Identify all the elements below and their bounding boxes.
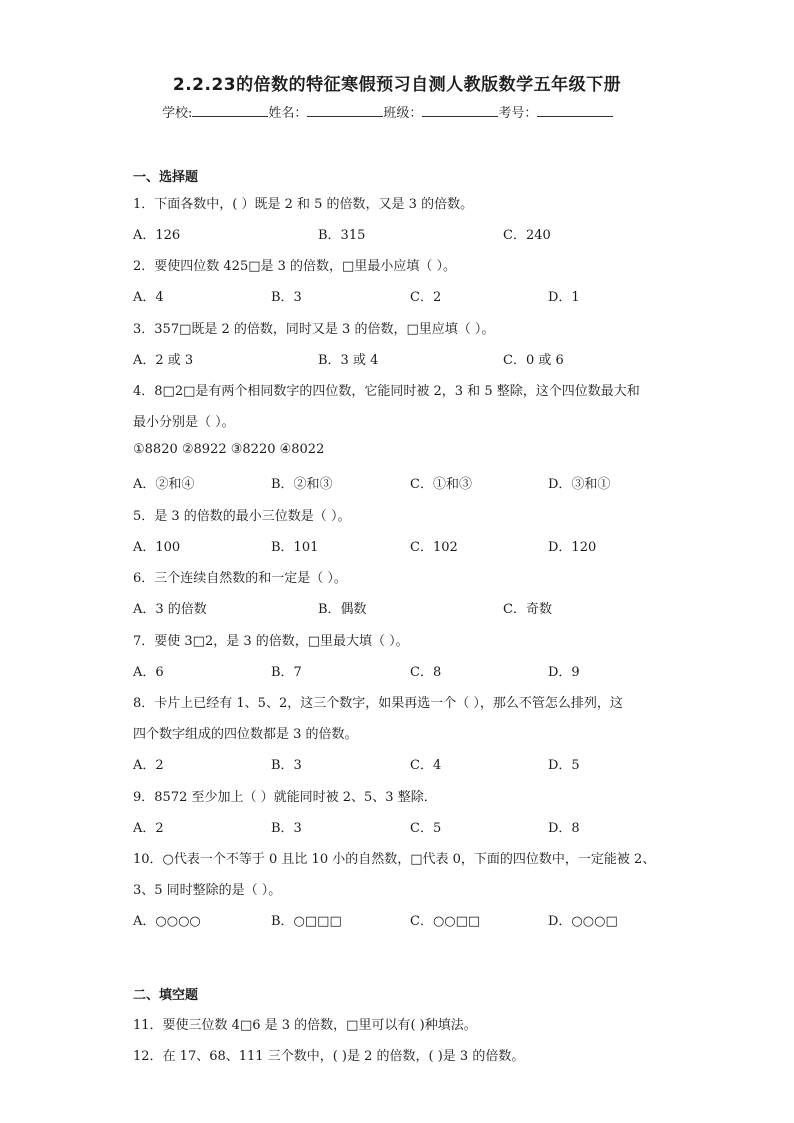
question-1-option-c: C．240 [503, 228, 551, 243]
question-5-option-b: B．101 [271, 540, 319, 555]
question-2-option-b: B．3 [271, 290, 302, 305]
name-label: 姓名： [268, 106, 308, 121]
exam-no-blank [537, 104, 613, 117]
question-2-option-c: C．2 [410, 290, 442, 305]
question-9-option-b: B．3 [271, 821, 302, 836]
question-3-option-a: A．2 或 3 [133, 353, 194, 368]
question-4-option-a: A．②和④ [133, 477, 195, 492]
question-5-option-d: D．120 [548, 540, 597, 555]
school-blank [192, 104, 268, 117]
question-3-option-c: C．0 或 6 [503, 353, 564, 368]
section-heading-choice: 一、选择题 [133, 170, 199, 185]
question-8-option-a: A．2 [133, 758, 164, 773]
question-10-option-a: A．○○○○ [133, 914, 201, 929]
question-10-option-c: C．○○□□ [410, 914, 481, 929]
question-9-option-a: A．2 [133, 821, 164, 836]
name-blank [307, 104, 383, 117]
question-2-option-a: A．4 [133, 290, 164, 305]
question-1-option-b: B．315 [318, 228, 366, 243]
question-5-text: 5．是 3 的倍数的最小三位数是（ ）。 [133, 509, 351, 524]
question-7-text: 7．要使 3□2，是 3 的倍数，□里最大填（ ）。 [133, 634, 409, 649]
question-8-option-b: B．3 [271, 758, 302, 773]
question-1-text: 1．下面各数中，( ）既是 2 和 5 的倍数，又是 3 的倍数。 [133, 197, 474, 212]
question-7-option-a: A．6 [133, 665, 164, 680]
student-info-line [162, 102, 613, 121]
question-4-choices: ①8820 ②8922 ③8220 ④8022 [133, 442, 325, 457]
question-8-option-c: C．4 [410, 758, 442, 773]
page-title: 2.2.23的倍数的特征寒假预习自测人教版数学五年级下册 [172, 75, 622, 95]
class-blank [422, 104, 498, 117]
question-9-option-d: D．8 [548, 821, 580, 836]
question-12-text: 12．在 17、68、111 三个数中，( )是 2 的倍数，( )是 3 的倍数。 [133, 1049, 525, 1064]
section-heading-fill-in: 二、填空题 [133, 988, 199, 1003]
question-6-option-b: B．偶数 [318, 602, 367, 617]
question-1-option-a: A．126 [133, 228, 181, 243]
question-10-option-b: B．○□□□ [271, 914, 342, 929]
question-8-text-line1: 8．卡片上已经有 1、5、2，这三个数字，如果再选一个（ ），那么不管怎么排列，这 [133, 696, 623, 711]
exam-no-label: 考号： [498, 106, 538, 121]
question-2-option-d: D．1 [548, 290, 580, 305]
question-7-option-b: B．7 [271, 665, 302, 680]
question-3-option-b: B．3 或 4 [318, 353, 379, 368]
question-7-option-d: D．9 [548, 665, 580, 680]
question-2-text: 2．要使四位数 425□是 3 的倍数，□里最小应填（ ）。 [133, 259, 456, 274]
question-4-option-b: B．②和③ [271, 477, 333, 492]
question-4-text-line1: 4．8□2□是有两个相同数字的四位数，它能同时被 2，3 和 5 整除，这个四位数最大和 [133, 384, 640, 399]
question-4-option-d: D．③和① [548, 477, 611, 492]
class-label: 班级： [383, 106, 423, 121]
question-9-text: 9．8572 至少加上（ ）就能同时被 2、5、3 整除． [133, 790, 437, 805]
question-5-option-a: A．100 [133, 540, 181, 555]
question-9-option-c: C．5 [410, 821, 442, 836]
question-11-text: 11．要使三位数 4□6 是 3 的倍数，□里可以有( )种填法。 [133, 1018, 477, 1033]
question-4-option-c: C．①和③ [410, 477, 472, 492]
question-5-option-c: C．102 [410, 540, 458, 555]
school-label: 学校: [162, 106, 193, 121]
question-10-text-line2: 3、5 同时整除的是（ ）。 [133, 883, 282, 898]
question-3-text: 3．357□既是 2 的倍数，同时又是 3 的倍数，□里应填（ ）。 [133, 322, 495, 337]
question-10-text-line1: 10．○代表一个不等于 0 且比 10 小的自然数，□代表 0，下面的四位数中，一定能被 2、 [133, 852, 656, 867]
question-6-option-a: A．3 的倍数 [133, 602, 207, 617]
question-4-text-line2: 最小分别是（ ）。 [133, 415, 235, 430]
question-7-option-c: C．8 [410, 665, 442, 680]
question-6-option-c: C．奇数 [503, 602, 552, 617]
question-6-text: 6．三个连续自然数的和一定是（ ）。 [133, 571, 347, 586]
question-10-option-d: D．○○○□ [548, 914, 618, 929]
question-8-text-line2: 四个数字组成的四位数都是 3 的倍数。 [133, 727, 358, 742]
question-8-option-d: D．5 [548, 758, 580, 773]
